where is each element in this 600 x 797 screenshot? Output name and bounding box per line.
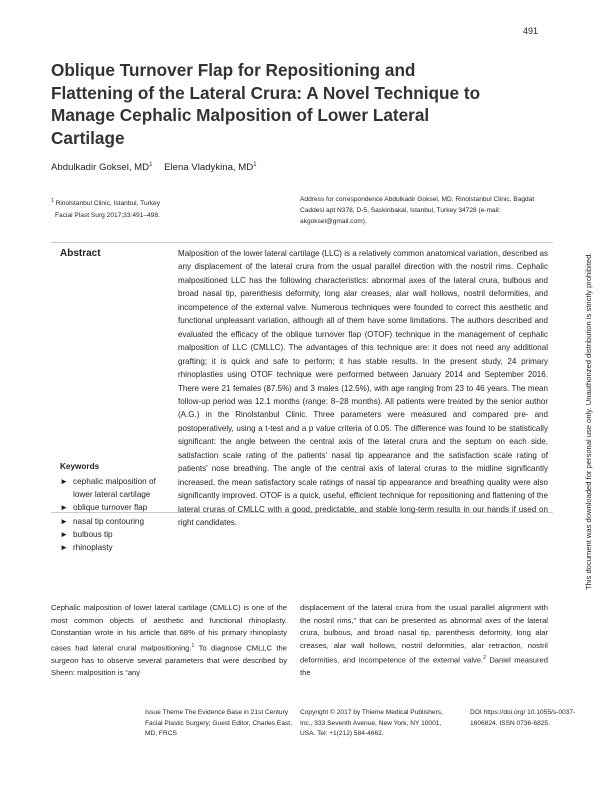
keyword-item bbox=[60, 515, 172, 528]
abstract-heading: Abstract bbox=[60, 248, 101, 259]
citation: Facial Plast Surg 2017;33:491–498. bbox=[55, 212, 160, 220]
author-list bbox=[51, 162, 257, 173]
bullet-icon: ► bbox=[60, 529, 69, 539]
author-1 bbox=[51, 162, 152, 173]
body-text: Cephalic malposition of lower lateral cartilage (CMLLC) is one of the most common objects of aesthetic and functional rhinoplasty. Constantian wrote in his article that 68% of his primary rhinoplasty cases had lateral crural malpositioning. bbox=[51, 603, 287, 653]
affiliation-mark: 1 bbox=[51, 198, 54, 204]
affiliation-block bbox=[51, 195, 271, 222]
affiliation-text: Rinolstanbul Clinic, Istanbul, Turkey bbox=[55, 200, 161, 208]
keyword-item bbox=[60, 475, 172, 501]
footer-doi: DOI https://doi.org/ 10.1055/s-0037-1606824. ISSN 0736-6825. bbox=[470, 709, 576, 727]
page-number: 491 bbox=[522, 26, 538, 36]
affiliation bbox=[51, 195, 271, 210]
author-name: Abdulkadir Goksel, MD bbox=[51, 162, 150, 174]
keyword-text: cephalic malposition of lower lateral cartilage bbox=[73, 477, 156, 500]
abstract-text: Malposition of the lower lateral cartilage (LLC) is a relatively common anatomical variation, described as any displacement of the lateral crura from the usual parallel direction with the nostril rims. Cephalic malpositioned LLC has the following characteristics: abnormal axes of the lateral crura, bulbous and broad nasal tip, parenthesis deformity, long alar creases, alar wall hollows, nostril deformities, and incompetence of the external valve. Numerous techniques were founded to correct this aesthetic and functional unpleasant variation, although all of them have some limitations. The authors described and evaluated the efficacy of the oblique turnover flap (OTOF) technique in the management of cephalic malposition of LLC (CMLLC). The advantages of this technique are: it does not need any additional grafting; it is quick and safe to perform; it has stable results. In the present study, 24 primary rhinoplasties using OTOF technique were performed between January 2014 and September 2016. There were 21 females (87.5%) and 3 males (12.5%), with age ranging from 23 to 46 years. The mean follow-up period was 12.1 months (range: 8–28 months). All patients were treated by the senior author (A.G.) in the Rinolstanbul Clinic. Three parameters were measured and compared pre- and postoperatively, using a t-test and a p value criteria of 0.05. The difference was found to be statistically significant: the angle between the central axis of the lateral crura and the septum on each side, satisfaction scale rating of the patients' nasal tip appearance and the satisfaction scale rating of patients' nose breathing. The angle of the central axis of lateral cruras to the midline significantly increased, the mean satisfactory scale ratings of nasal tip appearance and breathing quality were also significantly improved. OTOF is a quick, useful, efficient technique for repositioning and flattening of the lateral cruras of CMLLC with a good, predictable, and stable long-term results in our hands if used on right candidates. bbox=[178, 249, 548, 528]
body-column-left bbox=[51, 602, 287, 680]
author-affiliation-mark: 1 bbox=[253, 162, 257, 168]
bullet-icon: ► bbox=[60, 477, 69, 486]
keyword-item bbox=[60, 541, 172, 554]
bullet-icon: ► bbox=[60, 503, 69, 513]
reference-mark: 1 bbox=[191, 642, 195, 649]
body-column-right bbox=[300, 602, 548, 680]
keywords-heading: Keywords bbox=[60, 462, 100, 471]
article-title: Oblique Turnover Flap for Repositioning and Flattening of the Lateral Crura: A Novel Technique to Manage Cephalic Malposition of Lower Lateral Cartilage bbox=[51, 60, 481, 148]
bullet-icon: ► bbox=[60, 516, 69, 526]
author-affiliation-mark: 1 bbox=[149, 162, 153, 168]
side-download-notice bbox=[584, 120, 592, 590]
footer-issue-theme: Issue Theme The Evidence Base in 21st Century Facial Plastic Surgery; Guest Editor, Charles East, MD, FRCS bbox=[145, 709, 292, 737]
author-2 bbox=[164, 162, 256, 173]
keyword-text: nasal tip contouring bbox=[73, 516, 145, 526]
side-notice-text: This document was downloaded for personal use only. Unauthorized distribution is strictly prohibited. bbox=[584, 252, 593, 590]
keyword-item bbox=[60, 501, 172, 514]
body-text: To diagnose CMLLC the surgeon has to observe several parameters that were described by Sheen: malposition is “any bbox=[51, 643, 287, 678]
keywords-list bbox=[60, 475, 172, 554]
correspondence-address: Address for correspondence Abdulkadir Goksel, MD, Rinolstanbul Clinic, Bagdat Caddesi apt N378, D-5, Saskinbakal, Istanbul, Turkey 34728 (e-mail: akgoksel@gmail.com). bbox=[300, 196, 535, 225]
bullet-icon: ► bbox=[60, 543, 69, 553]
body-text: displacement of the lateral crura from the usual parallel alignment with the nostril rims,” that can be presented as abnormal axes of the lateral crura, bulbous, and broad nasal tip, parenthesis deformity, long alar creases, alar wall hollows, nostril deformities, alar retraction, nostril deformities, and incompetence of the external valve. bbox=[300, 603, 548, 665]
reference-mark: 2 bbox=[483, 655, 486, 661]
keyword-text: rhinoplasty bbox=[73, 543, 113, 553]
keyword-item bbox=[60, 528, 172, 541]
author-name: Elena Vladykina, MD bbox=[164, 162, 254, 174]
keyword-text: bulbous tip bbox=[73, 529, 113, 539]
body-text: Daniel measured the bbox=[300, 655, 548, 678]
footer-copyright: Copyright © 2017 by Thieme Medical Publishers, Inc., 333 Seventh Avenue, New York, NY 10001, USA. Tel: +1(212) 584-4662. bbox=[300, 709, 443, 737]
keyword-text: oblique turnover flap bbox=[73, 503, 148, 513]
